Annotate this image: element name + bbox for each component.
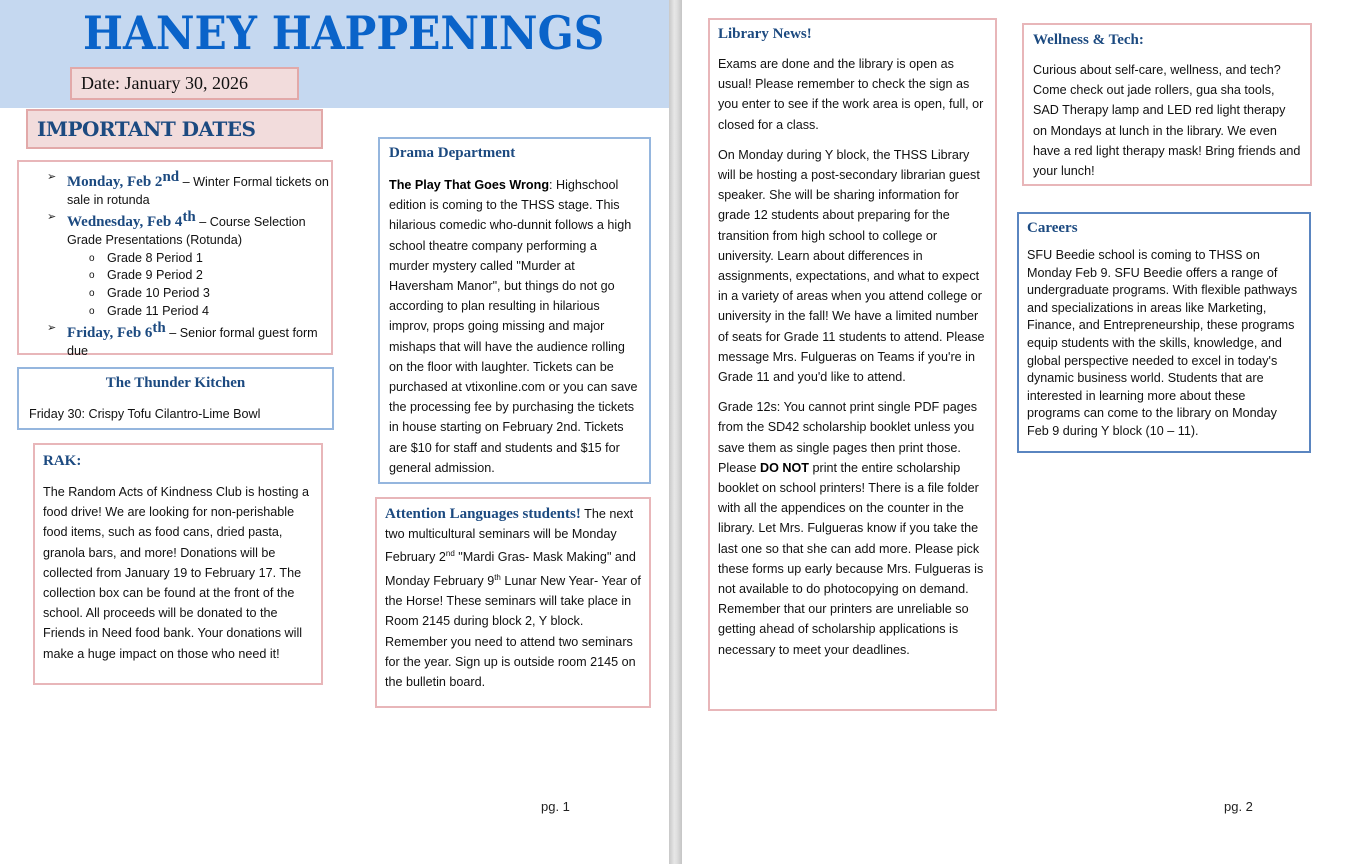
drama-text bbox=[389, 175, 640, 478]
date-item bbox=[19, 169, 331, 209]
page-number-2: pg. 2 bbox=[1224, 799, 1253, 814]
wellness-box bbox=[1022, 23, 1312, 186]
date-suffix: th bbox=[182, 209, 196, 226]
sub-item-text: Grade 10 Period 3 bbox=[107, 285, 210, 300]
sub-item-text: Grade 8 Period 1 bbox=[107, 250, 203, 265]
important-dates-list bbox=[19, 169, 331, 250]
rak-text: The Random Acts of Kindness Club is hosting a food drive! We are looking for non-perishable food items, such as food cans, dried pasta, granola bars, and more! Donations will be collected from January 19 to February 17. The collection box can be found at the front of the school. All proceeds will be donated to the Friends in Need food bank. Your donations will make a huge impact on those who need it! bbox=[43, 485, 310, 661]
careers-box bbox=[1017, 212, 1311, 453]
sub-item bbox=[19, 250, 331, 268]
date-day: Wednesday, Feb 4 bbox=[67, 214, 183, 231]
languages-text bbox=[385, 504, 641, 692]
date-text: – Course Selection Grade Presentations (Rotunda) bbox=[67, 215, 306, 248]
date-text: – Winter Formal tickets on sale in rotunda bbox=[67, 175, 329, 207]
library-para-3 bbox=[718, 397, 987, 660]
arrow-bullet-icon: ➢ bbox=[47, 322, 57, 335]
languages-box bbox=[375, 497, 651, 708]
library-box bbox=[708, 18, 997, 711]
page-1 bbox=[0, 0, 669, 864]
important-dates-box bbox=[17, 160, 333, 358]
important-dates-heading: IMPORTANT DATES bbox=[26, 109, 323, 149]
thunder-kitchen-box bbox=[17, 367, 334, 430]
circle-bullet-icon: o bbox=[89, 287, 95, 299]
languages-body-2: "Mardi Gras- Mask Making" and Monday February 9 bbox=[385, 550, 636, 588]
date-item bbox=[19, 209, 331, 249]
wellness-title: Wellness & Tech: bbox=[1033, 32, 1144, 48]
date-suffix: th bbox=[152, 320, 166, 337]
page-number-1: pg. 1 bbox=[541, 799, 570, 814]
newsletter-title: HANEY HAPPENINGS bbox=[83, 6, 605, 60]
languages-body-1: The next two multicultural seminars will be Monday February 2 bbox=[385, 507, 634, 565]
thunder-kitchen-menu: Friday 30: Crispy Tofu Cilantro-Lime Bowl bbox=[29, 407, 261, 421]
grade-periods-list bbox=[19, 250, 331, 320]
arrow-bullet-icon: ➢ bbox=[47, 171, 57, 183]
date-day: Monday, Feb 2 bbox=[67, 174, 163, 191]
library-para-2: On Monday during Y block, the THSS Library will be hosting a post-secondary librarian guest speaker. She will be sharing information for grade 12 students about preparing for the transition from high school to college or university. Learn about differences in assignments, expectations, and what to expect in a variety of areas when you attend college or university in the fall! We have a limited number of seats for Grade 11 students to attend. Please message Mrs. Fulgueras on Teams if you're in Grade 11 and you'd like to attend. bbox=[718, 147, 985, 385]
rak-title: RAK: bbox=[43, 453, 82, 469]
circle-bullet-icon: o bbox=[89, 270, 95, 282]
page-gutter bbox=[669, 0, 682, 864]
sub-item bbox=[19, 303, 331, 321]
library-title: Library News! bbox=[718, 26, 812, 42]
date-suffix: nd bbox=[162, 169, 180, 185]
library-para-3-b: print the entire scholarship booklet on school printers! There is a file folder with all the appendices on the counter in the library. Let Mrs. Fulgueras know if you take the last one so that she can add more. Please pick these forms up early because Mrs. Fulgueras is not available to do photocopying on demand. Remember that our printers are unreliable so getting ahead of scholarship applications is necessary to meet your deadlines. bbox=[718, 460, 984, 657]
careers-title: Careers bbox=[1027, 220, 1078, 236]
sub-item-text: Grade 11 Period 4 bbox=[107, 303, 209, 318]
thunder-kitchen-title: The Thunder Kitchen bbox=[105, 375, 246, 391]
ordinal-suffix: th bbox=[494, 572, 501, 582]
rak-box bbox=[33, 443, 323, 685]
wellness-text: Curious about self-care, wellness, and tech? Come check out jade rollers, gua sha tools, SAD Therapy lamp and LED red light therapy on Mondays at lunch in the library. We even have a red light therapy mask! Bring friends and your lunch! bbox=[1033, 63, 1301, 179]
languages-title: Attention Languages students! bbox=[385, 506, 581, 522]
sub-item bbox=[19, 267, 331, 285]
date-day: Friday, Feb 6 bbox=[67, 325, 153, 342]
circle-bullet-icon: o bbox=[89, 252, 95, 264]
page-2 bbox=[682, 0, 1350, 864]
library-para-1: Exams are done and the library is open as usual! Please remember to check the sign as you enter to see if the work area is open, full, or closed for a class. bbox=[718, 57, 984, 132]
sub-item bbox=[19, 285, 331, 303]
do-not-emphasis: DO NOT bbox=[760, 460, 809, 475]
date-text: – Senior formal guest form due bbox=[67, 326, 318, 358]
careers-text: SFU Beedie school is coming to THSS on Monday Feb 9. SFU Beedie offers a range of undergraduate programs. With flexible pathways and specializations in areas like Marketing, Finance, and Entrepreneurship, these programs equip students with the skills, knowledge, and global perspective needed to excel in today's dynamic business world. Students that are interested in learning more about these programs can come to the library on Monday Feb 9 during Y block (10 – 11). bbox=[1027, 248, 1298, 438]
ordinal-suffix: nd bbox=[445, 549, 455, 559]
languages-body-3: Lunar New Year- Year of the Horse! These seminars will take place in Room 2145 during block 2, Y block. Remember you need to attend two seminars for the year. Sign up is outside room 2145 on the bulletin board. bbox=[385, 573, 641, 689]
drama-body: : Highschool edition is coming to the THSS stage. This hilarious comedic who-dunnit follows a high school theatre company performing a murder mystery called "Murder at Haversham Manor", but things do not go according to plan resulting in hilarious improv, props going missing and major mishaps that will have the audience rolling on the floor with laughter. Tickets can be purchased at vtixonline.com or you can save the processing fee by purchasing the tickets in house starting on February 2nd. Tickets are $10 for staff and students and $15 for general admission. bbox=[389, 178, 638, 475]
drama-title: Drama Department bbox=[389, 145, 516, 161]
play-name: The Play That Goes Wrong bbox=[389, 178, 550, 192]
library-para-3-a: Grade 12s: You cannot print single PDF pages from the SD42 scholarship booklet unless you save them as single pages then print those. Please bbox=[718, 400, 978, 475]
drama-box bbox=[378, 137, 651, 484]
date-item bbox=[19, 320, 331, 360]
circle-bullet-icon: o bbox=[89, 305, 95, 317]
important-dates-list-continued bbox=[19, 320, 331, 360]
date-box: Date: January 30, 2026 bbox=[70, 67, 299, 100]
arrow-bullet-icon: ➢ bbox=[47, 211, 57, 224]
sub-item-text: Grade 9 Period 2 bbox=[107, 268, 203, 283]
